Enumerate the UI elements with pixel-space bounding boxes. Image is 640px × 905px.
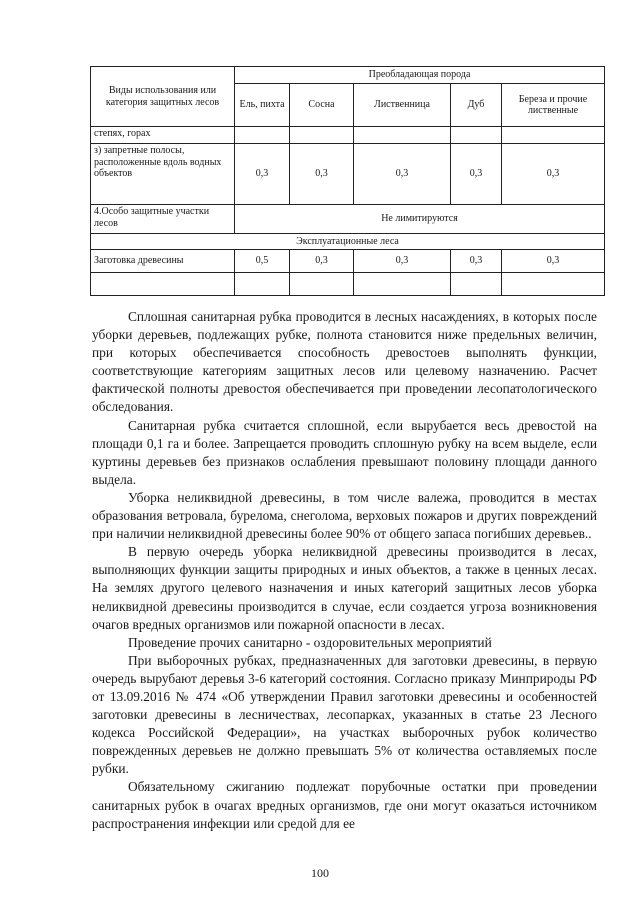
- empty-cell: [354, 273, 451, 296]
- forest-table-container: [90, 66, 604, 296]
- empty-cell: [502, 273, 605, 296]
- species-spruce-header: Ель, пихта: [235, 84, 290, 127]
- forest-density-table: [90, 66, 605, 296]
- paragraph: В первую очередь уборка неликвидной древесины производится в лесах, выполняющих функции защиты природных и иных объектов, а также в ценных лесах. На землях другого целевого назначения и иных категорий защитных лесов уборка неликвидной древесины производится в случае, если создается угроза возникновения очагов вредных организмов или пожарной опасности в лесах.: [92, 544, 597, 632]
- dominant-species-header: Преобладающая порода: [235, 67, 605, 84]
- empty-cell: [290, 127, 354, 144]
- empty-cell: [451, 273, 502, 296]
- section-exploitation: Эксплуатационные леса: [91, 234, 605, 250]
- value-cell: 0,3: [354, 250, 451, 273]
- value-cell: 0,3: [290, 144, 354, 205]
- empty-cell: [235, 127, 290, 144]
- paragraph: Санитарная рубка считается сплошной, если вырубается весь древостой на площади 0,1 га и более. Запрещается проводить сплошную рубку на всем выделе, если куртины деревьев без признаков ослабления превышают половину площади данного выдела.: [92, 417, 597, 487]
- species-oak-header: Дуб: [451, 84, 502, 127]
- paragraph: Уборка неликвидной древесины, в том числе валежа, проводится в местах образования ветровала, бурелома, снеголома, верховых пожаров и других повреждений при наличии неликвидной древесины более 90% от общего запаса погибших деревьев..: [92, 489, 597, 542]
- value-cell: 0,5: [235, 250, 290, 273]
- value-cell: 0,3: [451, 144, 502, 205]
- row-zapret-label: з) запретные полосы, расположенные вдоль водных объектов: [91, 144, 235, 205]
- section-heading: Проведение прочих санитарно - оздоровительных мероприятий: [128, 634, 492, 650]
- species-larch-header: Лиственница: [354, 84, 451, 127]
- paragraph: Обязательному сжиганию подлежат порубочные остатки при проведении санитарных рубок в очагах вредных организмов, где они могут оказаться источником распространения инфекции или средой для ее: [92, 779, 597, 831]
- empty-cell: [290, 273, 354, 296]
- empty-cell: [235, 273, 290, 296]
- empty-cell: [502, 127, 605, 144]
- value-cell: 0,3: [354, 144, 451, 205]
- value-cell: 0,3: [451, 250, 502, 273]
- page-number: 100: [311, 866, 329, 880]
- empty-cell: [354, 127, 451, 144]
- paragraph: При выборочных рубках, предназначенных для заготовки древесины, в первую очередь вырубают деревья 3-6 категорий состояния. Согласно приказу Минприроды РФ от 13.09.2016 № 474 «Об утверждении Правил заготовки древесины и особенностей заготовки древесины в лесничествах, лесопарках, указанных в статье 23 Лесного кодекса Российской Федерации», на участках выборочных рубок количество поврежденных деревьев не должно превышать 5% от количества оставляемых после рубки.: [92, 652, 597, 777]
- species-birch-header: Береза и прочие лиственные: [502, 84, 605, 127]
- usage-category-header: Виды использования или категория защитных лесов: [91, 67, 235, 127]
- paragraph: Сплошная санитарная рубка проводится в лесных насаждениях, в которых после уборки деревьев, подлежащих рубке, полнота становится ниже предельных величин, при которых обеспечивается способность древостоев выполнять функции, соответствующие категориям защитных лесов или целевому назначению. Расчет фактической полноты древостоя обеспечивается при проведении лесопатологического обследования.: [92, 309, 597, 415]
- species-pine-header: Сосна: [290, 84, 354, 127]
- row-zagotovka-label: Заготовка древесины: [91, 250, 235, 273]
- empty-cell: [91, 273, 235, 296]
- value-cell: 0,3: [290, 250, 354, 273]
- body-text: [92, 308, 597, 833]
- empty-cell: [451, 127, 502, 144]
- value-cell: 0,3: [502, 144, 605, 205]
- not-limited-cell: Не лимитируются: [235, 205, 605, 234]
- row-osobo-label: 4.Особо защитные участки лесов: [91, 205, 235, 234]
- value-cell: 0,3: [502, 250, 605, 273]
- value-cell: 0,3: [235, 144, 290, 205]
- row-steppes-label: степях, горах: [91, 127, 235, 144]
